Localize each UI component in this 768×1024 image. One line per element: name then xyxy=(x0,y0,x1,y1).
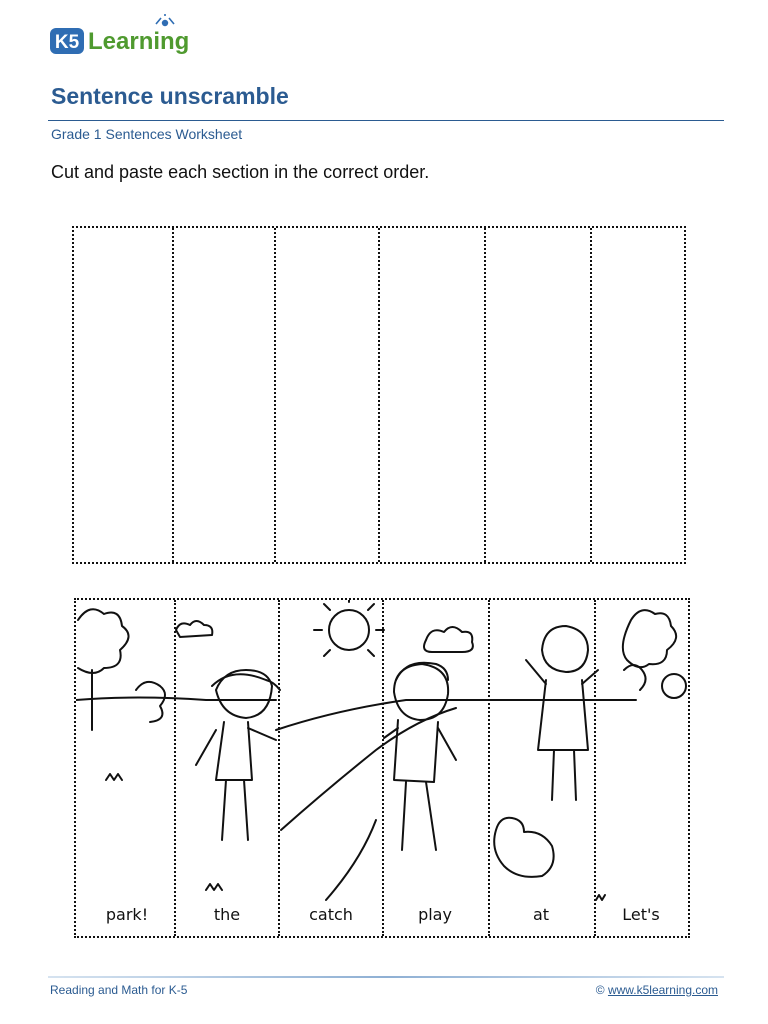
instructions-text: Cut and paste each section in the correct order. xyxy=(51,162,430,182)
footer-tagline: Reading and Math for K-5 xyxy=(50,983,188,997)
strip-word: the xyxy=(213,905,241,924)
strip-word: at xyxy=(532,905,550,924)
title-divider xyxy=(48,120,724,121)
strip-word: park! xyxy=(105,905,149,924)
copyright-symbol: © xyxy=(595,983,605,997)
k5-learning-logo xyxy=(48,14,218,60)
page-title: Sentence unscramble xyxy=(51,83,289,109)
strip-divider xyxy=(174,600,176,936)
strip-word: Let's xyxy=(622,905,660,924)
strip-word: catch xyxy=(309,905,353,924)
website-link[interactable]: www.k5learning.com xyxy=(607,983,718,997)
strip-divider xyxy=(488,600,490,936)
strip-word: play xyxy=(418,905,452,924)
svg-text:Learning: Learning xyxy=(88,28,190,55)
strip-divider xyxy=(382,600,384,936)
strip-divider xyxy=(594,600,596,936)
paste-divider xyxy=(172,228,174,562)
paste-area xyxy=(72,226,686,564)
paste-divider xyxy=(484,228,486,562)
picture-strips xyxy=(74,598,690,938)
svg-text:K5: K5 xyxy=(54,32,80,53)
paste-divider xyxy=(590,228,592,562)
worksheet-subtitle: Grade 1 Sentences Worksheet xyxy=(51,126,243,142)
paste-divider xyxy=(378,228,380,562)
footer-divider xyxy=(48,976,724,978)
paste-divider xyxy=(274,228,276,562)
strip-divider xyxy=(278,600,280,936)
footer-copyright xyxy=(596,983,718,997)
